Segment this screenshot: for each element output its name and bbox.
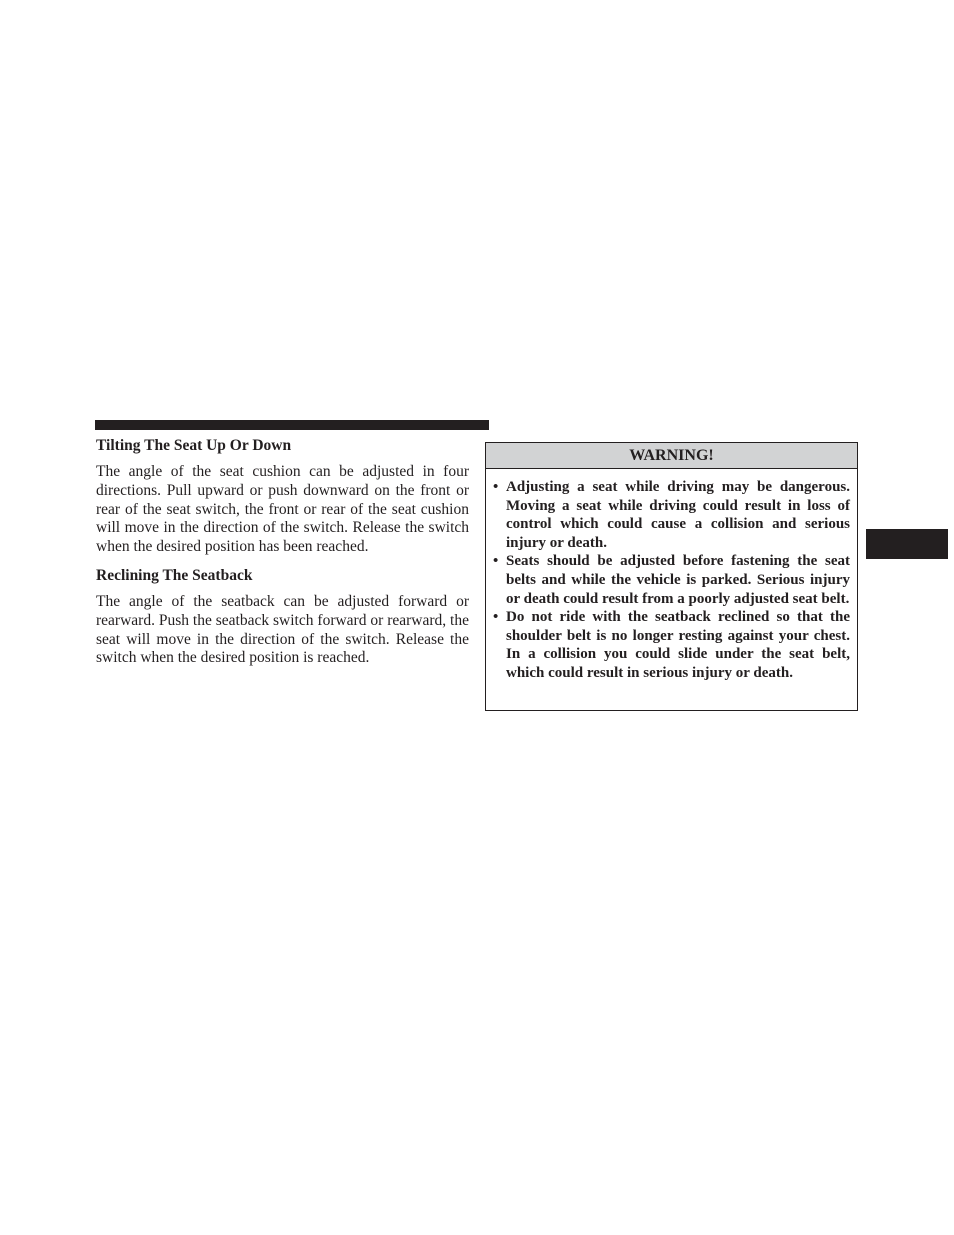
section-top-rule (95, 420, 489, 430)
paragraph-reclining-seatback: The angle of the seatback can be adjusted forward or rearward. Push the seatback switch forward or rearward, the seat will move in the direction of the switch. Release the switch when the desired position is reached. (96, 592, 469, 667)
warning-item (493, 608, 850, 682)
bullet-icon: • (493, 553, 499, 570)
warning-item (493, 552, 850, 608)
bullet-icon: • (493, 479, 499, 495)
heading-tilting-seat: Tilting The Seat Up Or Down (96, 437, 292, 454)
bullet-icon: • (493, 609, 499, 626)
warning-list (486, 469, 857, 683)
warning-item-text: Do not ride with the seatback reclined so that the shoulder belt is no longer resting against your chest. In a collision you could slide under the seat belt, which could result in serious injury or death. (506, 609, 850, 681)
paragraph-tilting-seat: The angle of the seat cushion can be adjusted in four directions. Pull upward or push downward on the front or rear of the seat switch, the front or rear of the seat cushion will move in the direction of the switch. Release the switch when the desired position has been reached. (96, 463, 469, 556)
heading-reclining-seatback: Reclining The Seatback (96, 566, 253, 584)
section-reclining (96, 566, 469, 668)
warning-title: WARNING! (486, 443, 857, 469)
warning-item (493, 478, 850, 552)
warning-item-text: Seats should be adjusted before fastening the seat belts and while the vehicle is parked. Serious injury or death could result from a poorly adjusted seat belt. (506, 553, 850, 607)
warning-box (485, 442, 858, 711)
section-tilting (96, 436, 469, 557)
chapter-tab-marker (866, 529, 948, 559)
left-column (96, 436, 469, 677)
warning-item-text: Adjusting a seat while driving may be dangerous. Moving a seat while driving could result in loss of control which could cause a collision and serious injury or death. (506, 479, 850, 551)
